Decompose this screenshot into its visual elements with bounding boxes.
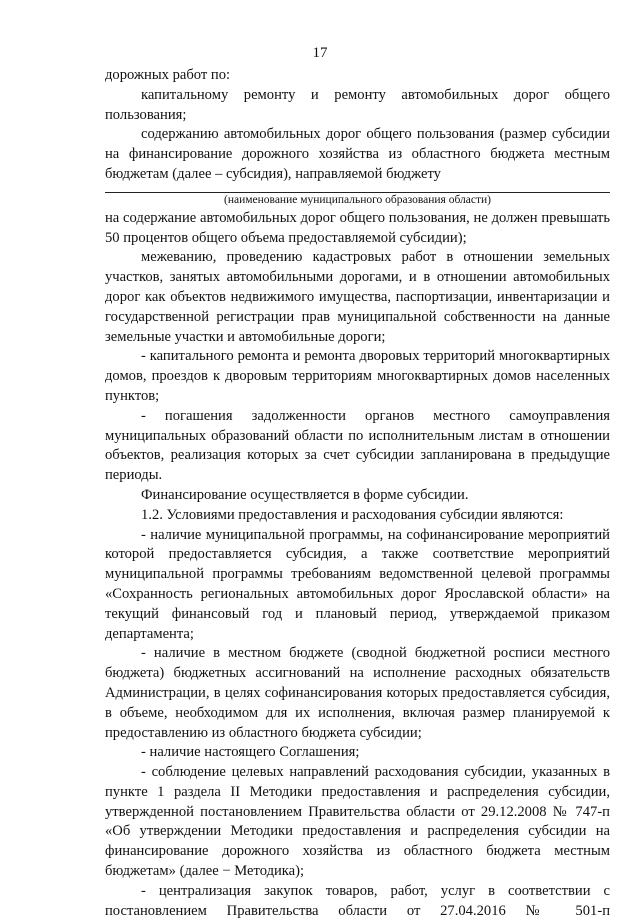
list-item: - наличие в местном бюджете (сводной бюджетной росписи местного бюджета) бюджетных ассигнований на исполнение расходных обязательств Администрации, в целях софинансирования которых предоставляется субсидия, в объеме, необходимом для их исполнения, включая размер планируемой к предоставлению из областного бюджета субсидии; bbox=[105, 645, 610, 741]
paragraph: на содержание автомобильных дорог общего пользования, не должен превышать 50 процентов общего объема предоставляемой субсидии); bbox=[105, 209, 610, 246]
paragraph: дорожных работ по: bbox=[105, 67, 231, 83]
blank-caption: (наименование муниципального образования области) bbox=[224, 193, 491, 206]
paragraph: межеванию, проведению кадастровых работ в отношении земельных участков, занятых автомобильными дорогами, и в отношении автомобильных дорог как объектов недвижимого имущества, паспортизации, инвентаризации и государственной регистрации прав муниципальной собственности на данные земельные участки и автомобильные дороги; bbox=[105, 249, 610, 345]
list-item: - капитального ремонта и ремонта дворовых территорий многоквартирных домов, проездов к дворовым территориям многоквартирных домов населенных пунктов; bbox=[105, 348, 610, 404]
section-heading: 1.2. Условиями предоставления и расходования субсидии являются: bbox=[141, 506, 564, 523]
paragraph: капитальному ремонту и ремонту автомобильных дорог общего пользования; bbox=[105, 86, 610, 123]
blank-fill-line bbox=[105, 191, 610, 193]
list-item: - погашения задолженности органов местного самоуправления муниципальных образований области по исполнительным листам в отношении объектов, реализация которых за счет субсидии запланирована в предыдущие периоды. bbox=[105, 407, 610, 484]
list-item: - соблюдение целевых направлений расходования субсидии, указанных в пункте 1 раздела II Методики предоставления и распределения субсидии, утвержденной постановлением Правительства области от 29.12.2008 № 747-п «Об утверждении Методики предоставления и распределения субсидии на финансирование дорожного хозяйства из областного бюджета местным бюджетам» (далее − Методика); bbox=[105, 764, 610, 880]
paragraph: Финансирование осуществляется в форме субсидии. bbox=[141, 486, 469, 503]
list-item: - наличие настоящего Соглашения; bbox=[141, 744, 360, 761]
document-body bbox=[105, 66, 610, 921]
page-number: 17 bbox=[312, 45, 328, 61]
paragraph: содержанию автомобильных дорог общего пользования (размер субсидии на финансирование дорожного хозяйства из областного бюджета местным бюджетам (далее – субсидия), направляемой бюджету bbox=[105, 126, 610, 182]
list-item: - централизация закупок товаров, работ, услуг в соответствии с постановлением Правительства области от 27.04.2016 № 501-п bbox=[105, 882, 610, 919]
list-item: - наличие муниципальной программы, на софинансирование мероприятий которой предоставляется субсидия, а также соответствие мероприятий муниципальной программы требованиям ведомственной целевой программы «Сохранность региональных автомобильных дорог Ярославской области» на текущий финансовый год и плановый период, утверждаемой приказом департамента; bbox=[105, 526, 610, 642]
